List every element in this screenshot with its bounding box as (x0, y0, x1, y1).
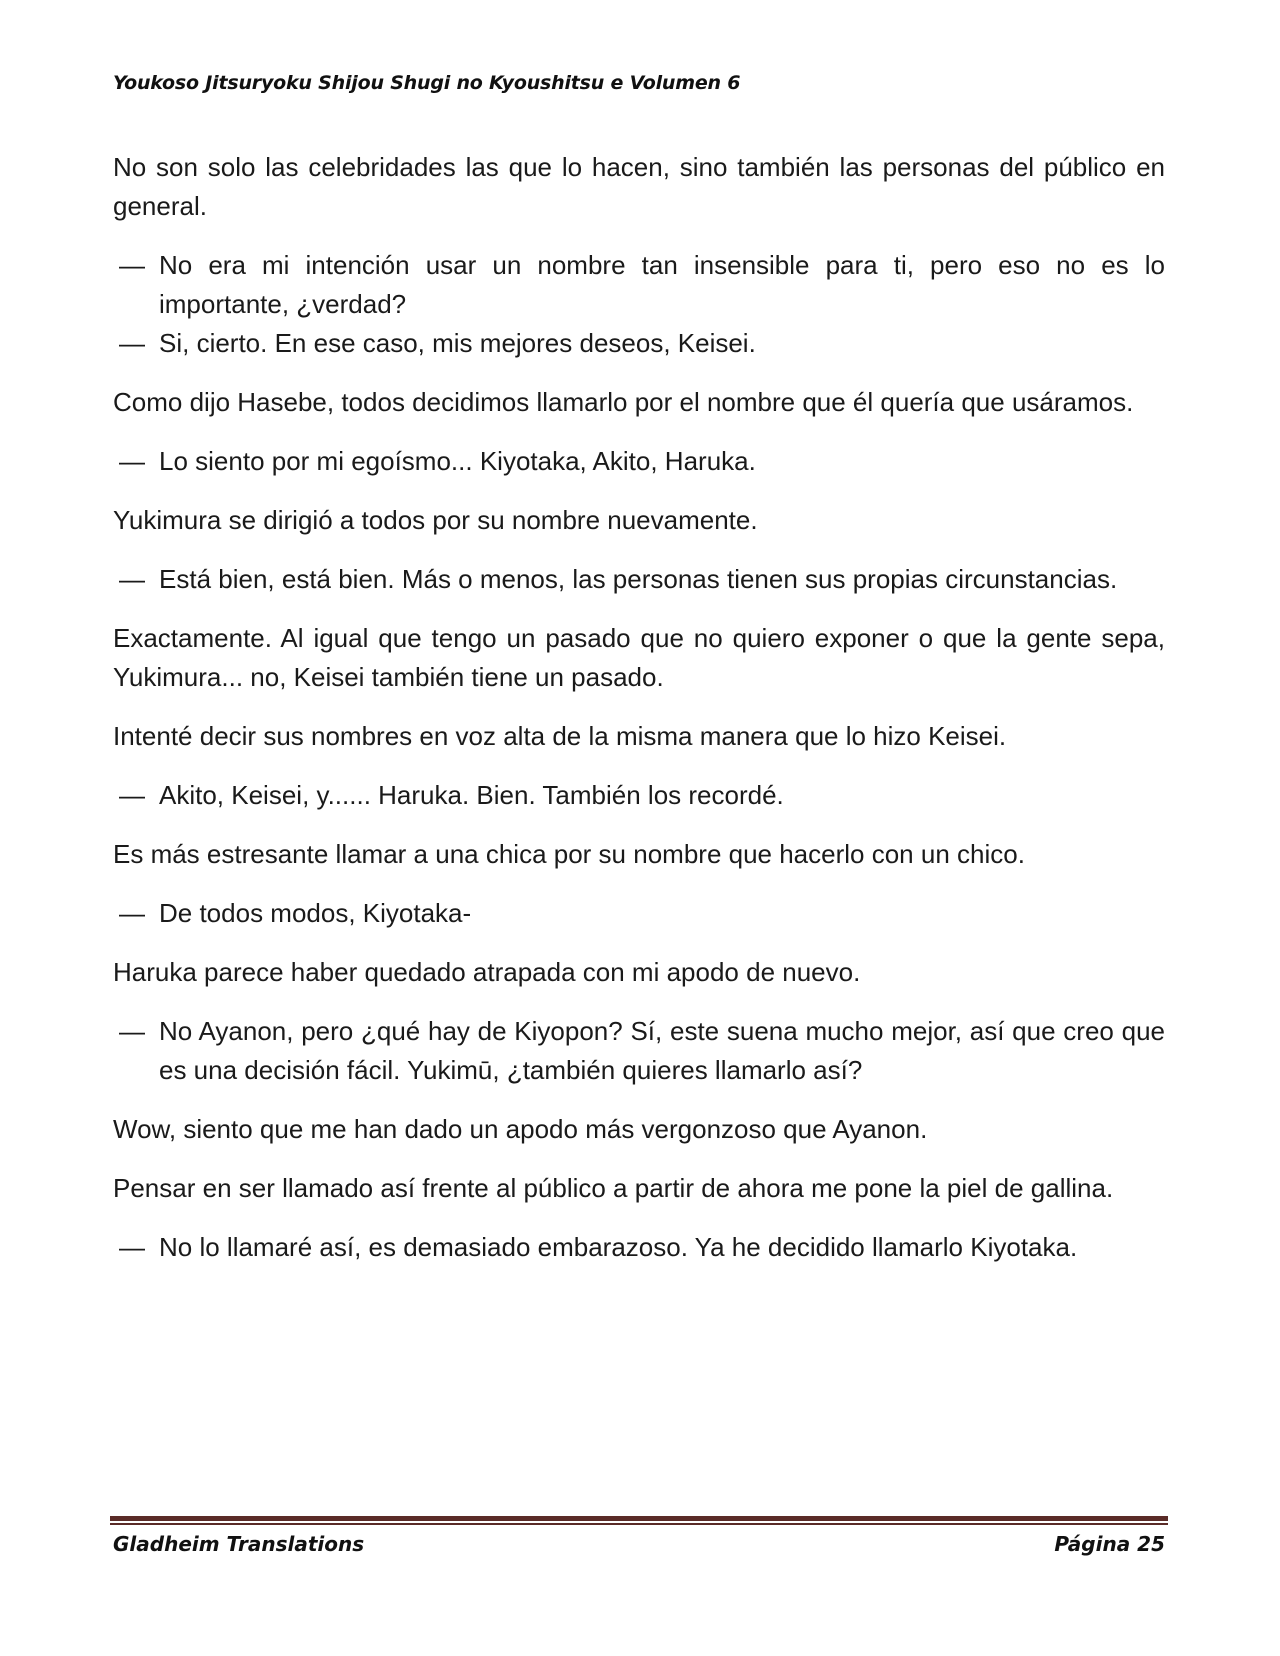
dialogue-dash: — (119, 446, 145, 476)
paragraph: Pensar en ser llamado así frente al público a partir de ahora me pone la piel de gallina. (113, 1173, 1114, 1203)
dialogue-line (113, 1012, 1165, 1090)
dialogue-line (113, 894, 1165, 933)
footer-divider-thick (110, 1516, 1168, 1521)
dialogue-text: Akito, Keisei, y...... Haruka. Bien. También los recordé. (159, 780, 784, 810)
paragraph: Yukimura se dirigió a todos por su nombre nuevamente. (113, 505, 758, 535)
dialogue-text: Lo siento por mi egoísmo... Kiyotaka, Akito, Haruka. (159, 446, 756, 476)
paragraph: Haruka parece haber quedado atrapada con mi apodo de nuevo. (113, 957, 861, 987)
paragraph: No son solo las celebridades las que lo hacen, sino también las personas del público en general. (113, 152, 1165, 221)
dialogue-dash: — (119, 564, 145, 594)
page-number: Página 25 (1054, 1532, 1165, 1556)
dialogue-line (113, 246, 1165, 324)
footer-credit: Gladheim Translations (113, 1532, 365, 1556)
dialogue-text: No Ayanon, pero ¿qué hay de Kiyopon? Sí, este suena mucho mejor, así que creo que es una decisión fácil. Yukimū, ¿también quieres llamarlo así? (159, 1016, 1165, 1085)
paragraph: Intenté decir sus nombres en voz alta de la misma manera que lo hizo Keisei. (113, 721, 1007, 751)
dialogue-text: No era mi intención usar un nombre tan insensible para ti, pero eso no es lo importante, ¿verdad? (159, 250, 1165, 319)
dialogue-dash: — (119, 250, 145, 280)
dialogue-dash: — (119, 328, 145, 358)
paragraph: Es más estresante llamar a una chica por su nombre que hacerlo con un chico. (113, 839, 1025, 869)
paragraph: Como dijo Hasebe, todos decidimos llamarlo por el nombre que él quería que usáramos. (113, 387, 1134, 417)
dialogue-dash: — (119, 898, 145, 928)
dialogue-line (113, 560, 1165, 599)
paragraph: Exactamente. Al igual que tengo un pasado que no quiero exponer o que la gente sepa, Yukimura... no, Keisei también tiene un pasado. (113, 623, 1165, 692)
dialogue-line (113, 324, 1165, 363)
dialogue-text: De todos modos, Kiyotaka- (159, 898, 472, 928)
paragraph: Wow, siento que me han dado un apodo más vergonzoso que Ayanon. (113, 1114, 928, 1144)
dialogue-dash: — (119, 780, 145, 810)
footer-divider-thin (110, 1523, 1168, 1525)
dialogue-dash: — (119, 1232, 145, 1262)
dialogue-text: Está bien, está bien. Más o menos, las personas tienen sus propias circunstancias. (159, 564, 1118, 594)
dialogue-text: No lo llamaré así, es demasiado embarazoso. Ya he decidido llamarlo Kiyotaka. (159, 1232, 1078, 1262)
dialogue-line (113, 1228, 1165, 1267)
dialogue-text: Si, cierto. En ese caso, mis mejores deseos, Keisei. (159, 328, 756, 358)
page-body (113, 148, 1165, 1287)
dialogue-line (113, 776, 1165, 815)
running-header: Youkoso Jitsuryoku Shijou Shugi no Kyoushitsu e Volumen 6 (113, 72, 741, 94)
footer-divider (110, 1516, 1168, 1525)
dialogue-dash: — (119, 1016, 145, 1046)
dialogue-line (113, 442, 1165, 481)
page-footer (113, 1532, 1165, 1556)
